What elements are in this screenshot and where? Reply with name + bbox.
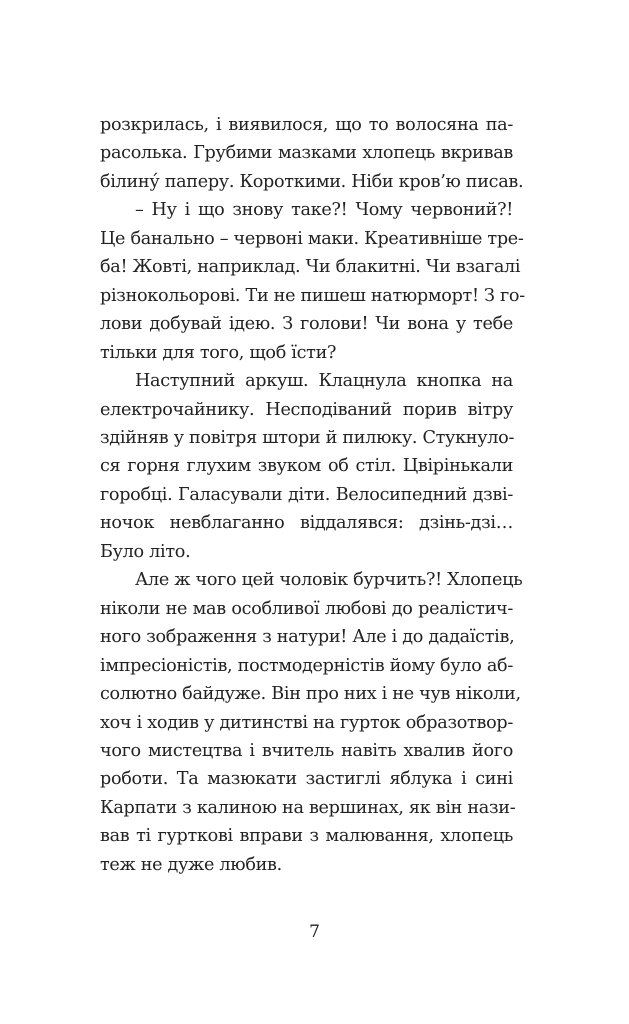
text-line: ба! Жовті, наприклад. Чи блакитні. Чи взагалі xyxy=(100,257,521,278)
text-line: теж не дуже любив. xyxy=(100,854,282,875)
text-line: розкрилась, і виявилося, що то волосяна па- xyxy=(100,115,513,135)
text-line: лови добувай ідею. З голови! Чи вона у тебе xyxy=(100,314,513,335)
page-number: 7 xyxy=(309,922,320,942)
text-line: горобці. Галасували діти. Велосипедний дзві- xyxy=(100,484,513,505)
paragraph xyxy=(100,566,523,879)
text-line: Було літо. xyxy=(100,541,191,562)
text-line: білину́ паперу. Короткими. Ніби кров’ю писав. xyxy=(100,171,524,192)
text-line: імпресіоністів, постмодерністів йому було аб- xyxy=(100,655,513,676)
text-line: ніколи не мав особливої любові до реалістич- xyxy=(100,598,513,619)
text-line: вав ті гурткові вправи з малювання, хлопець xyxy=(100,826,513,847)
paragraph xyxy=(100,111,524,196)
text-line: солютно байдуже. Він про них і не чув ніколи, xyxy=(100,684,521,705)
text-line: тільки для того, щоб їсти? xyxy=(100,342,337,363)
text-line: Карпати з калиною на вершинах, як він нази- xyxy=(100,797,516,818)
text-line: роботи. Та мазюкати застиглі яблука і сині xyxy=(100,769,513,790)
text-line: чого мистецтва і вчитель навіть хвалив його xyxy=(100,740,513,761)
paragraph xyxy=(100,367,513,566)
text-line: расолька. Грубими мазками хлопець вкривав xyxy=(100,143,513,164)
text-line: різнокольорові. Ти не пишеш натюрморт! З го- xyxy=(100,285,525,306)
text-line: ного зображення з натури! Але і до дадаїстів, xyxy=(100,627,515,648)
text-line: Це банально – червоні маки. Креативніше тре- xyxy=(100,228,524,249)
text-line: хоч і ходив у дитинстві на гурток образотвор- xyxy=(100,712,513,733)
body-text xyxy=(100,111,525,879)
text-line: здійняв у повітря штори й пилюку. Стукнуло- xyxy=(100,427,515,448)
text-line: електрочайнику. Несподіваний порив вітру xyxy=(100,399,513,420)
text-line: – Ну і що знову таке?! Чому червоний?! xyxy=(135,200,513,221)
paragraph xyxy=(100,196,525,367)
text-line: Але ж чого цей чоловік бурчить?! Хлопець xyxy=(135,570,523,591)
text-line: Наступний аркуш. Клацнула кнопка на xyxy=(135,371,513,392)
text-line: ся горня глухим звуком об стіл. Цвірінькали xyxy=(100,456,513,477)
text-line: ночок невблаганно віддалявся: дзінь-дзі… xyxy=(100,513,513,534)
